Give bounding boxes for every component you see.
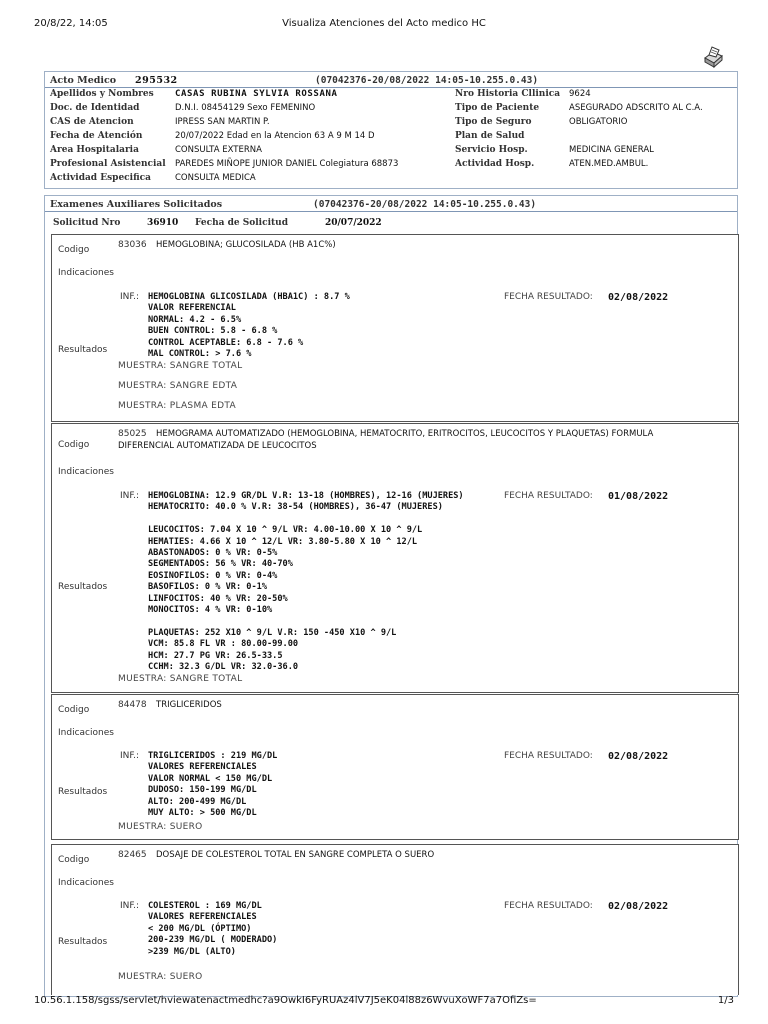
exam-name: HEMOGRAMA AUTOMATIZADO (HEMOGLOBINA, HEMATOCRITO, ERITROCITOS, LEUCOCITOS Y PLAQUETAS) FORMULA xyxy=(156,429,654,439)
fecha-resultado-value: 02/08/2022 xyxy=(608,292,669,303)
nro-historia-value: 9624 xyxy=(569,89,591,99)
exam-item xyxy=(51,234,739,422)
fecha-solicitud-label: Fecha de Solicitud xyxy=(195,218,288,228)
codigo-label: Codigo xyxy=(58,440,90,450)
examenes-ref: (07042376-20/08/2022 14:05-10.255.0.43) xyxy=(313,199,537,210)
area-label: Area Hospitalaria xyxy=(50,145,139,155)
actividad-hosp-value: ATEN.MED.AMBUL. xyxy=(569,159,649,169)
muestra-text: MUESTRA: SUERO xyxy=(118,972,203,982)
fecha-atencion-value: 20/07/2022 Edad en la Atencion 63 A 9 M 14 D xyxy=(175,131,375,141)
fecha-resultado-label: FECHA RESULTADO: xyxy=(504,751,593,761)
doc-label: Doc. de Identidad xyxy=(50,103,140,113)
codigo-label: Codigo xyxy=(58,705,90,715)
fecha-resultado-label: FECHA RESULTADO: xyxy=(504,491,593,501)
actividad-especifica-value: CONSULTA MEDICA xyxy=(175,173,256,183)
tipo-seguro-label: Tipo de Seguro xyxy=(455,117,532,127)
muestra-text: MUESTRA: PLASMA EDTA xyxy=(118,401,236,411)
exam-code: 82465 xyxy=(118,850,147,860)
area-value: CONSULTA EXTERNA xyxy=(175,145,262,155)
muestra-text: MUESTRA: SANGRE EDTA xyxy=(118,381,238,391)
muestra-text: MUESTRA: SANGRE TOTAL xyxy=(118,674,243,684)
fecha-solicitud-value: 20/07/2022 xyxy=(325,218,382,228)
exam-result: TRIGLICERIDOS : 219 MG/DL VALORES REFERENCIALES VALOR NORMAL < 150 MG/DL DUDOSO: 150-199 MG/DL ALTO: 200-499 MG/DL MUY ALTO: > 500 MG/DL xyxy=(148,751,278,819)
inf-label: INF.: xyxy=(120,491,140,501)
nro-historia-label: Nro Historia Cllinica xyxy=(455,89,561,99)
servicio-value: MEDICINA GENERAL xyxy=(569,145,654,155)
resultados-label: Resultados xyxy=(58,787,108,797)
page-number: 1/3 xyxy=(717,995,734,1006)
codigo-label: Codigo xyxy=(58,245,90,255)
print-date: 20/8/22, 14:05 xyxy=(34,18,108,29)
acto-ref: (07042376-20/08/2022 14:05-10.255.0.43) xyxy=(315,75,539,86)
exam-name-continued: DIFERENCIAL AUTOMATIZADA DE LEUCOCITOS xyxy=(118,441,317,451)
examenes-title: Examenes Auxiliares Solicitados xyxy=(50,199,223,210)
plan-salud-label: Plan de Salud xyxy=(455,131,525,141)
fecha-resultado-value: 01/08/2022 xyxy=(608,491,669,502)
exam-name: HEMOGLOBINA; GLUCOSILADA (HB A1C%) xyxy=(156,240,336,250)
fecha-resultado-label: FECHA RESULTADO: xyxy=(504,292,593,302)
exam-code: 83036 xyxy=(118,240,147,250)
exam-item xyxy=(51,423,739,693)
muestra-text: MUESTRA: SANGRE TOTAL xyxy=(118,361,243,371)
page-title: Visualiza Atenciones del Acto medico HC xyxy=(282,18,486,29)
exam-item xyxy=(51,694,739,840)
actividad-hosp-label: Actividad Hosp. xyxy=(455,159,535,169)
examenes-panel xyxy=(44,195,738,997)
exam-code: 84478 xyxy=(118,700,147,710)
indicaciones-label: Indicaciones xyxy=(58,878,114,888)
exam-result: HEMOGLOBINA GLICOSILADA (HBA1C) : 8.7 % VALOR REFERENCIAL NORMAL: 4.2 - 6.5% BUEN CONTROL: 5.8 - 6.8 % CONTROL ACEPTABLE: 6.8 - 7.6 % MAL CONTROL: > 7.6 % xyxy=(148,292,350,360)
fecha-resultado-value: 02/08/2022 xyxy=(608,901,669,912)
inf-label: INF.: xyxy=(120,751,140,761)
acto-number: 295532 xyxy=(135,75,178,86)
tipo-seguro-value: OBLIGATORIO xyxy=(569,117,628,127)
resultados-label: Resultados xyxy=(58,345,108,355)
exam-name: DOSAJE DE COLESTEROL TOTAL EN SANGRE COMPLETA O SUERO xyxy=(156,850,435,860)
exam-result: HEMOGLOBINA: 12.9 GR/DL V.R: 13-18 (HOMBRES), 12-16 (MUJERES) HEMATOCRITO: 40.0 % V.R: 38-54 (HOMBRES), 36-47 (MUJERES) LEUCOCITOS: 7.04 X 10 ^ 9/L VR: 4.00-10.00 X 10 ^ 9/L HEMATIES: 4.66 X 10 ^ 12/L VR: 3.80-5.80 X 10 ^ 12/L ABASTONADOS: 0 % VR: 0-5% SEGMENTADOS: 56 % VR: 40-70% EOSINOFILOS: 0 % VR: 0-4% BASOFILOS: 0 % VR: 0-1% LINFOCITOS: 40 % VR: 20-50% MONOCITOS: 4 % VR: 0-10% PLAQUETAS: 252 X10 ^ 9/L V.R: 150 -450 X10 ^ 9/L VCM: 85.8 FL VR : 80.00-99.00 HCM: 27.7 PG VR: 26.5-33.5 CCHM: 32.3 G/DL VR: 32.0-36.0 xyxy=(148,491,464,673)
page-url: 10.56.1.158/sgss/servlet/hviewatenactmedhc?a9OwkI6FyRUAz4lV7J5eK04l88z6WvuXoWF7a7OfiZs= xyxy=(34,995,537,1006)
indicaciones-label: Indicaciones xyxy=(58,467,114,477)
fecha-atencion-label: Fecha de Atención xyxy=(50,131,143,141)
actividad-especifica-label: Actividad Especifica xyxy=(50,173,151,183)
exam-result: COLESTEROL : 169 MG/DL VALORES REFERENCIALES < 200 MG/DL (ÓPTIMO) 200-239 MG/DL ( MODERADO) >239 MG/DL (ALTO) xyxy=(148,901,278,957)
indicaciones-label: Indicaciones xyxy=(58,728,114,738)
resultados-label: Resultados xyxy=(58,937,108,947)
servicio-label: Servicio Hosp. xyxy=(455,145,528,155)
doc-value: D.N.I. 08454129 Sexo FEMENINO xyxy=(175,103,316,113)
fecha-resultado-label: FECHA RESULTADO: xyxy=(504,901,593,911)
solicitud-value: 36910 xyxy=(147,218,179,228)
acto-label: Acto Medico xyxy=(50,75,117,86)
exam-code: 85025 xyxy=(118,429,147,439)
inf-label: INF.: xyxy=(120,292,140,302)
inf-label: INF.: xyxy=(120,901,140,911)
tipo-paciente-label: Tipo de Paciente xyxy=(455,103,540,113)
printer-icon[interactable] xyxy=(700,44,726,70)
profesional-label: Profesional Asistencial xyxy=(50,159,166,169)
codigo-label: Codigo xyxy=(58,855,90,865)
profesional-value: PAREDES MIÑOPE JUNIOR DANIEL Colegiatura 68873 xyxy=(175,159,399,169)
cas-label: CAS de Atencion xyxy=(50,117,134,127)
exam-name: TRIGLICERIDOS xyxy=(156,700,222,710)
apellidos-value: CASAS RUBINA SYLVIA ROSSANA xyxy=(175,89,338,99)
indicaciones-label: Indicaciones xyxy=(58,268,114,278)
solicitud-label: Solicitud Nro xyxy=(53,218,121,228)
acto-medico-panel xyxy=(44,71,738,189)
apellidos-label: Apellidos y Nombres xyxy=(50,89,154,99)
resultados-label: Resultados xyxy=(58,582,108,592)
fecha-resultado-value: 02/08/2022 xyxy=(608,751,669,762)
cas-value: IPRESS SAN MARTIN P. xyxy=(175,117,270,127)
exam-item xyxy=(51,844,739,995)
muestra-text: MUESTRA: SUERO xyxy=(118,822,203,832)
tipo-paciente-value: ASEGURADO ADSCRITO AL C.A. xyxy=(569,103,703,113)
